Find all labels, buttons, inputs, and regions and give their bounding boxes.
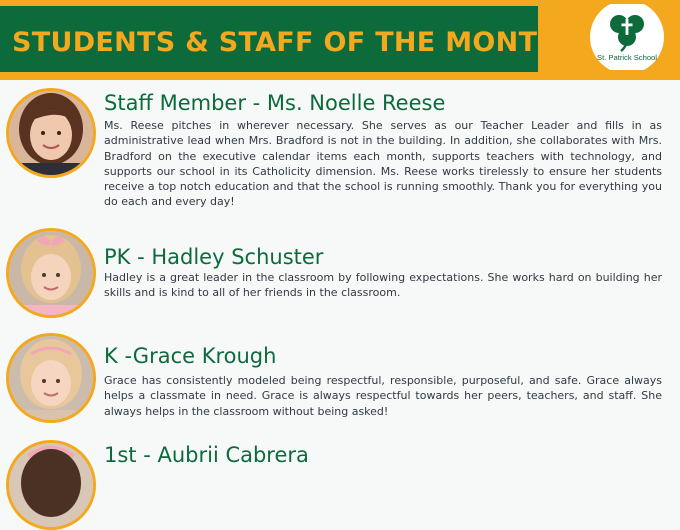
entry-text: Hadley is a great leader in the classroom by following expectations. She works hard on building her skills and is kind to all of her friends in the classroom.: [104, 271, 662, 300]
avatar: [6, 88, 96, 178]
portrait-image: [9, 91, 93, 175]
logo-text: St. Patrick School: [597, 53, 657, 62]
header: [0, 0, 680, 80]
entry-title: PK - Hadley Schuster: [104, 245, 324, 269]
entry-text: Grace has consistently modeled being respectful, responsible, purposeful, and safe. Grace always helps a classmate in need. Grace is always respectful towards her peers, teachers, and staff. She always helps in the classroom without being asked!: [104, 374, 662, 418]
entry-text: Ms. Reese pitches in wherever necessary. She serves as our Teacher Leader and fills in as administrative lead when Mrs. Bradford is not in the building. In addition, she collaborates with Mrs. Bradford on the executive calendar items each month, supports teachers with technology, and supports our school in its Catholicity dimension. Ms. Reese works tirelessly to ensure her students receive a top notch education and that the school is running smoothly. Thank you for everything you do each and every day!: [104, 119, 662, 209]
portrait-image: [9, 443, 93, 527]
avatar: [6, 333, 96, 423]
avatar: [6, 228, 96, 318]
portrait-image: [9, 336, 93, 420]
portrait-image: [9, 231, 93, 315]
header-band: [0, 6, 561, 72]
school-logo: [588, 4, 666, 70]
entry-title: Staff Member - Ms. Noelle Reese: [104, 91, 446, 115]
entry-title: 1st - Aubrii Cabrera: [104, 443, 309, 467]
page-title: STUDENTS & STAFF OF THE MONTH: [12, 27, 561, 58]
avatar: [6, 440, 96, 530]
entry-title: K -Grace Krough: [104, 344, 277, 368]
